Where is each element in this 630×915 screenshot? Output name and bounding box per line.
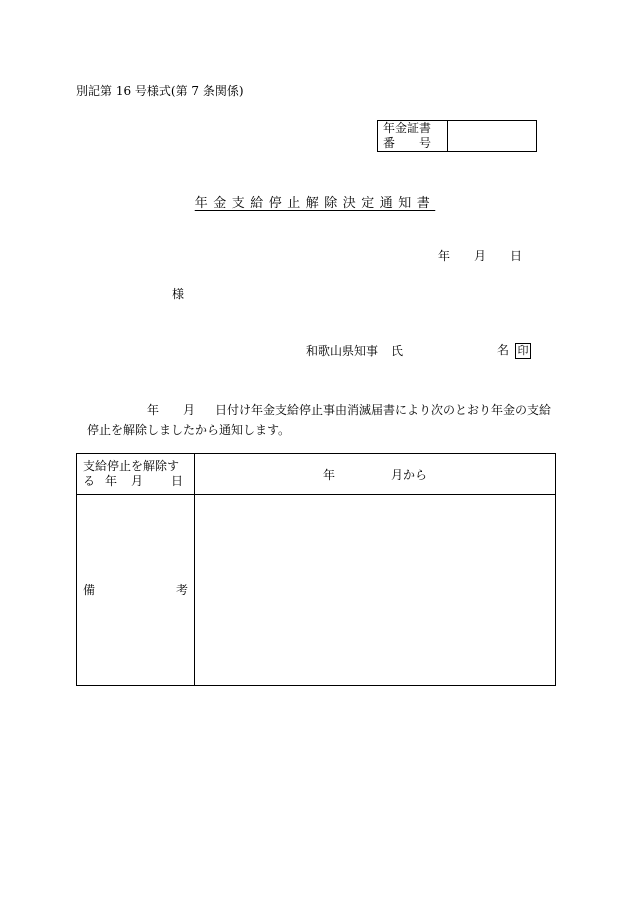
remarks-header <box>77 495 195 686</box>
release-date-header-line2: る 年 月 日 <box>83 474 184 488</box>
release-year-label: 年 <box>322 467 335 482</box>
date-year-label: 年 <box>438 249 451 263</box>
release-date-field[interactable] <box>195 454 556 495</box>
date-day-label: 日 <box>510 249 523 263</box>
certificate-label-line2: 番 号 <box>383 136 432 150</box>
release-month-from-label: 月から <box>391 467 428 482</box>
remarks-field[interactable] <box>195 495 556 686</box>
document-title-text: 年金支給停止解除決定通知書 <box>194 196 436 211</box>
release-date-header <box>77 454 195 495</box>
notice-line2: 停止を解除しましたから通知します。 <box>87 423 291 437</box>
form-reference: 別記第 16 号様式(第 7 条関係) <box>76 84 244 98</box>
notice-line1-text: 日付け年金支給停止事由消滅届書により次のとおり年金の支給 <box>215 403 552 417</box>
issuer-name-label-first: 氏 <box>391 344 404 358</box>
notice-year-label: 年 <box>147 403 160 417</box>
release-date-header-line1: 支給停止を解除す <box>83 459 180 473</box>
certificate-number-label <box>378 121 448 152</box>
remarks-header-char1: 備 <box>83 582 96 597</box>
notice-line1 <box>87 400 551 420</box>
addressee-suffix: 様 <box>172 287 185 301</box>
certificate-label-line1: 年金証書 <box>383 121 432 135</box>
pension-certificate-number-box <box>377 120 537 152</box>
remarks-header-char2: 考 <box>175 582 188 597</box>
issuer-org: 和歌山県知事 <box>306 344 379 358</box>
date-month-label: 月 <box>474 249 487 263</box>
certificate-number-field[interactable] <box>448 121 537 152</box>
document-title <box>0 192 630 211</box>
issuer-name-label-second: 名 <box>497 343 510 357</box>
details-table <box>76 453 556 686</box>
issuer-name-area <box>497 343 531 359</box>
notice-month-label: 月 <box>183 403 196 417</box>
notice-body <box>87 400 551 440</box>
seal-stamp-icon: 印 <box>515 343 531 359</box>
